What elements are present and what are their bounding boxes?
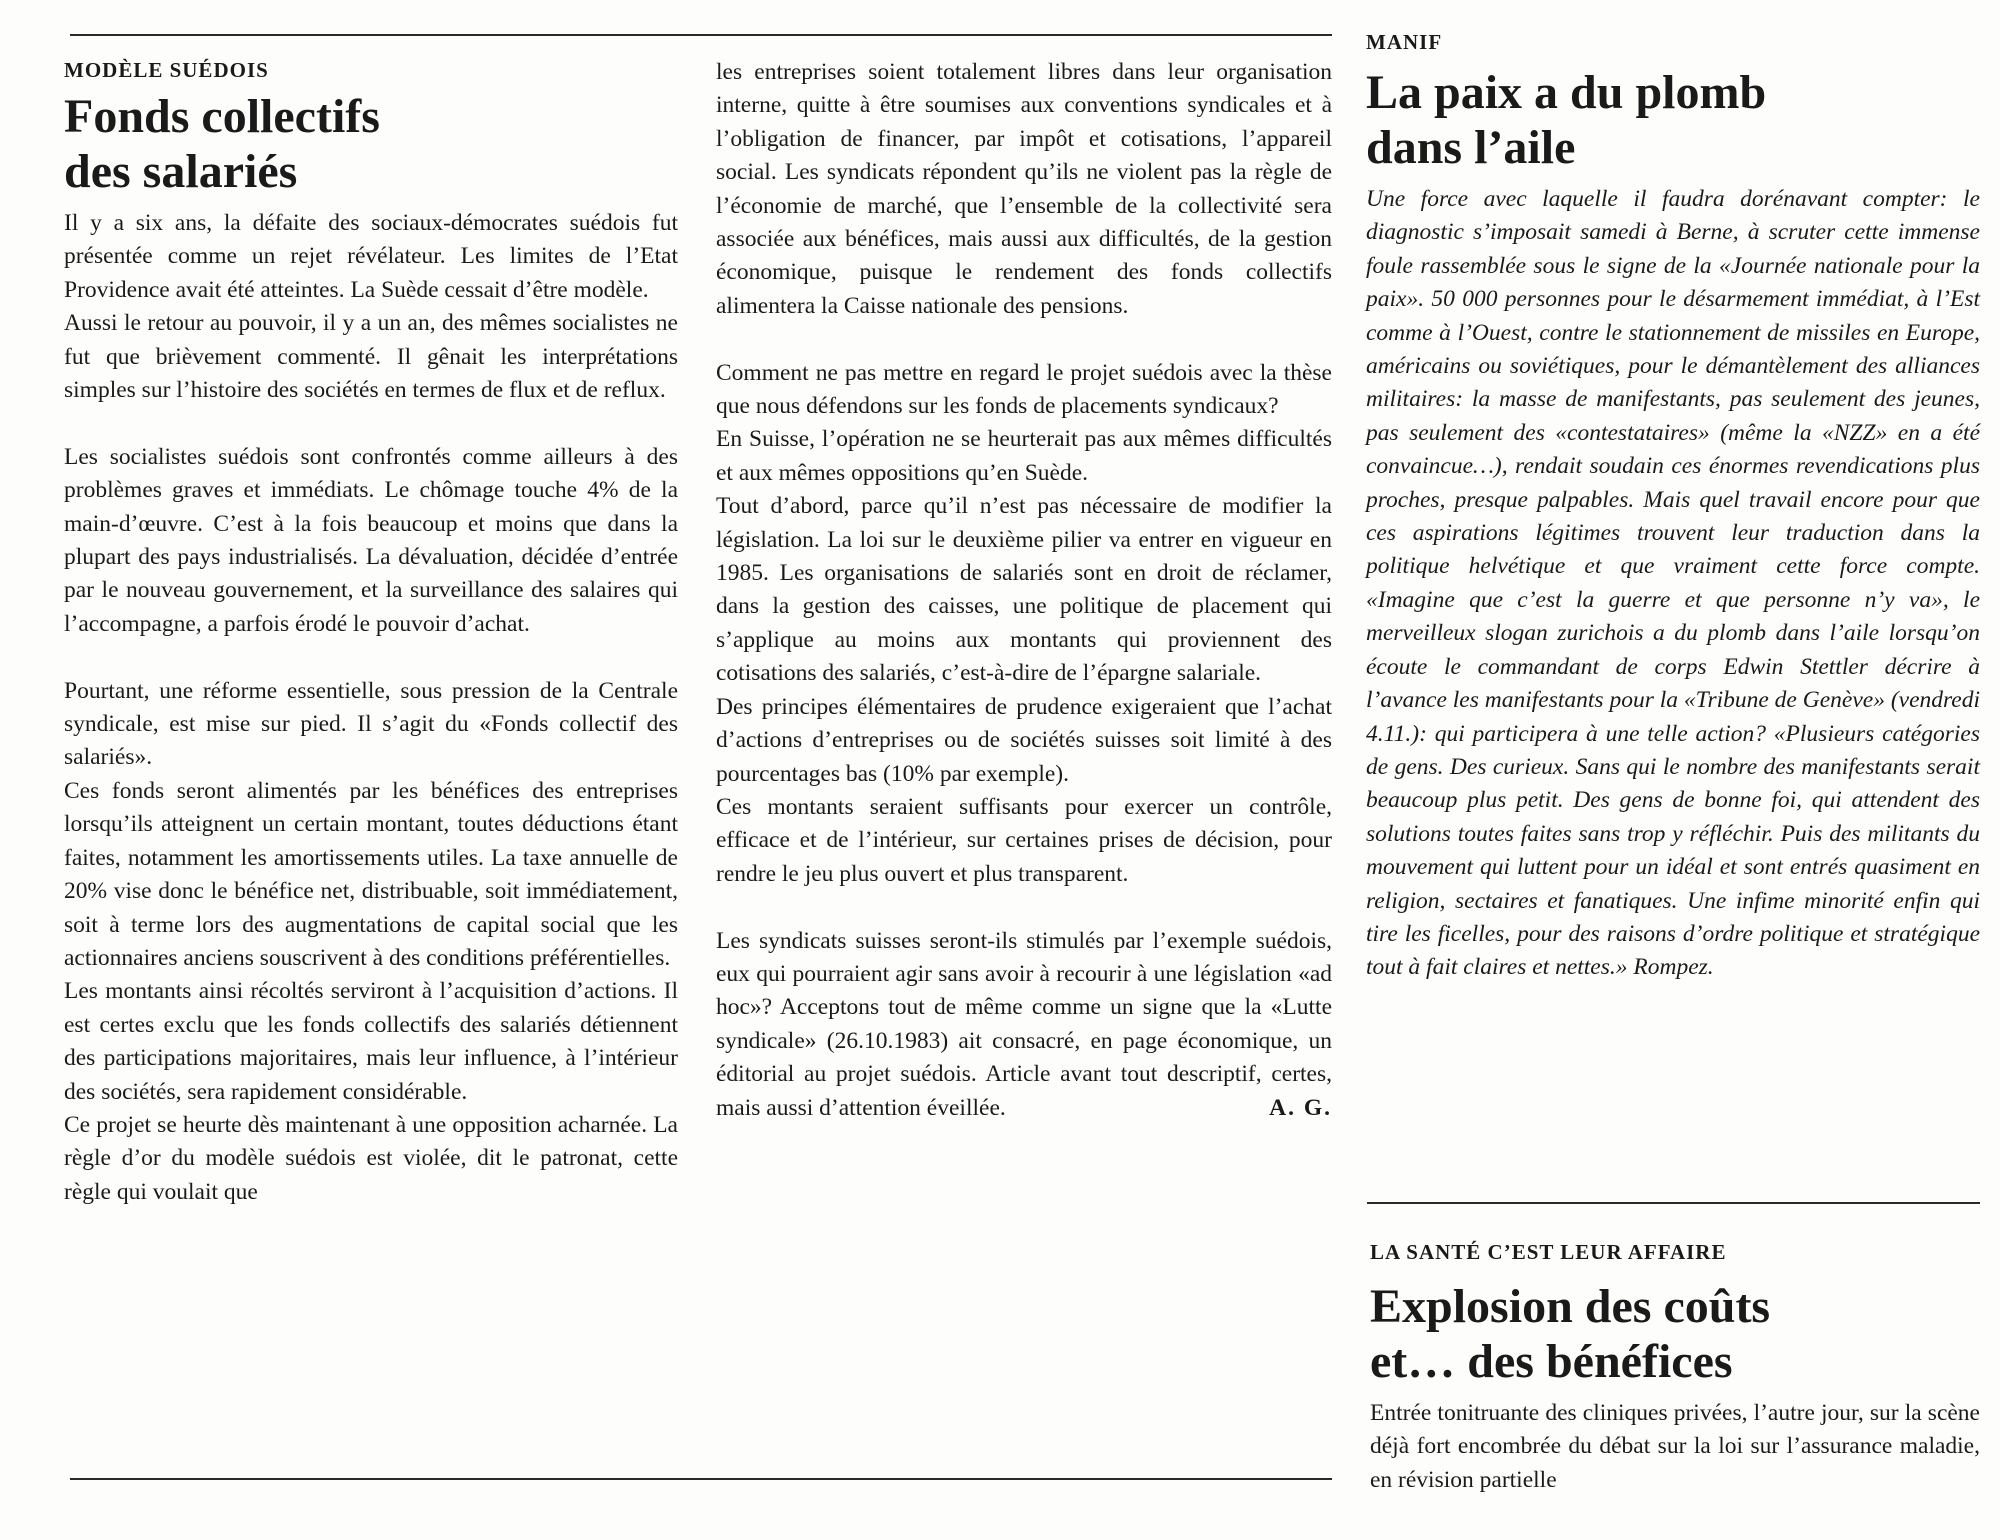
left-headline-line2: des salariés <box>64 145 298 198</box>
left-paragraph: Ces fonds seront alimentés par les bénéfices des entreprises lorsqu’ils atteignent un certain montant, toutes déductions étant faites, notamment les amortissements utiles. La taxe annuelle de 20% vise donc le bénéfice net, distribuable, soit immédiatement, soit à terme lors des augmentations de capital social que les actionnaires anciens souscrivent à des conditions préférentielles. <box>64 777 678 971</box>
right-bottom-headline-line1: Explosion des coûts <box>1370 1280 1771 1333</box>
left-kicker: MODÈLE SUÉDOIS <box>64 58 269 82</box>
middle-paragraph: En Suisse, l’opération ne se heurterait pas aux mêmes difficultés et aux mêmes oppositions qu’en Suède. <box>716 426 1332 486</box>
right-top-article <box>1366 30 1980 985</box>
left-headline-line1: Fonds collectifs <box>64 90 380 143</box>
middle-paragraph: Tout d’abord, parce qu’il n’est pas nécessaire de modifier la législation. La loi sur le deuxième pilier va entrer en vigueur en 1985. Les organisations de salariés sont en droit de réclamer, dans la gestion des caisses, une politique de placement qui s’applique au moins aux montants qui proviennent des cotisations des salariés, c’est-à-dire de l’épargne salariale. <box>716 493 1332 687</box>
left-paragraph: Il y a six ans, la défaite des sociaux-démocrates suédois fut présentée comme un rejet révélateur. Les limites de l’Etat Providence avait été atteintes. La Suède cessait d’être modèle. <box>64 210 678 303</box>
right-top-headline <box>1366 65 1980 175</box>
right-top-body: Une force avec laquelle il faudra dorénavant compter: le diagnostic s’imposait samedi à Berne, à scruter cette immense foule rassemblée sous le signe de la «Journée nationale pour la paix». 50 000 personnes pour le désarmement immédiat, à l’Est comme à l’Ouest, contre le stationnement de missiles en Europe, américains ou soviétiques, pour le démantèlement des alliances militaires: la masse de manifestants, pas seulement des jeunes, pas seulement des «contestataires» (même la «NZZ» en a été convaincue…), rendait soudain ces énormes revendications plus proches, presque palpables. Mais quel travail encore pour que ces aspirations légitimes trouvent leur traduction dans la politique helvétique et que vraiment cette force compte. «Imagine que c’est la guerre et que personne n’y va», le merveilleux slogan zurichois a du plomb dans l’aile lorsqu’on écoute le commandant de corps Edwin Stettler décrire à l’avance les manifestants pour la «Tribune de Genève» (vendredi 4.11.): qui participera à une telle action? «Plusieurs catégories de gens. Des curieux. Sans qui le nombre des manifestants serait beaucoup plus petit. Des gens de bonne foi, qui attendent des solutions toutes faites sans trop y réfléchir. Puis des militants du mouvement qui luttent pour un idéal et sont entrés quasiment en religion, sectaires et fanatiques. Une infime minorité enfin qui tire les ficelles, pour des raisons d’ordre politique et stratégique tout à fait claires et nettes.» Rompez. <box>1366 186 1980 981</box>
middle-paragraph: Comment ne pas mettre en regard le projet suédois avec la thèse que nous défendons sur les fonds de placements syndicaux? <box>716 359 1332 420</box>
middle-paragraph: Les syndicats suisses seront-ils stimulés par l’exemple suédois, eux qui pourraient agir sans avoir à recourir à une législation «ad hoc»? Acceptons tout de même comme un signe que la «Lutte syndicale» (26.10.1983) ait consacré, en page économique, un éditorial au projet suédois. Article avant tout descriptif, certes, mais aussi d’attention éveillée. <box>716 927 1332 1121</box>
left-paragraph: Ce projet se heurte dès maintenant à une opposition acharnée. La règle d’or du modèle suédois est violée, dit le patronat, cette règle qui voulait que <box>64 1111 678 1205</box>
left-headline <box>64 89 678 199</box>
left-paragraph: Les montants ainsi récoltés serviront à l’acquisition d’actions. Il est certes exclu que les fonds collectifs des salariés détiennent des participations majoritaires, mais leur influence, à l’intérieur des sociétés, sera rapidement considérable. <box>64 978 678 1105</box>
signature: A. G. <box>1269 1094 1332 1121</box>
middle-paragraph: les entreprises soient totalement libres dans leur organisation interne, quitte à être soumises aux conventions syndicales et à l’obligation de financer, par impôt et cotisations, l’appareil social. Les syndicats répondent qu’ils ne violent pas la règle de l’économie de marché, que l’ensemble de la collectivité sera associée aux bénéfices, mais aussi aux difficultés, de la gestion économique, puisque le rendement des fonds collectifs alimentera la Caisse nationale des pensions. <box>716 59 1332 319</box>
right-bottom-headline-line2: et… des bénéfices <box>1370 1335 1733 1388</box>
left-paragraph: Aussi le retour au pouvoir, il y a un an, des mêmes socialistes ne fut que brièvement commenté. Il gênait les interprétations simples sur l’histoire des sociétés en termes de flux et de reflux. <box>64 310 678 404</box>
middle-paragraph: Des principes élémentaires de prudence exigeraient que l’achat d’actions d’entreprises ou de sociétés suisses soit limité à des pourcentages bas (10% par exemple). <box>716 693 1332 787</box>
left-paragraph: Les socialistes suédois sont confrontés comme ailleurs à des problèmes graves et immédiats. Le chômage touche 4% de la main-d’œuvre. C’est à la fois beaucoup et moins que dans la plupart des pays industrialisés. La dévaluation, décidée d’entrée par le nouveau gouvernement, et la surveillance des salaires qui l’accompagne, a parfois érodé le pouvoir d’achat. <box>64 443 678 637</box>
top-rule <box>70 34 1332 36</box>
middle-column <box>716 56 1332 1125</box>
left-article <box>64 58 678 1209</box>
bottom-rule <box>70 1478 1332 1480</box>
right-bottom-body: Entrée tonitruante des cliniques privées, l’autre jour, sur la scène déjà fort encombrée du débat sur la loi sur l’assurance maladie, en révision partielle <box>1370 1400 1980 1493</box>
right-bottom-article <box>1370 1240 1980 1497</box>
right-top-headline-line1: La paix a du plomb <box>1366 66 1767 119</box>
right-top-headline-line2: dans l’aile <box>1366 121 1576 174</box>
left-paragraph: Pourtant, une réforme essentielle, sous pression de la Centrale syndicale, est mise sur pied. Il s’agit du «Fonds collectif des salariés». <box>64 677 678 771</box>
middle-paragraph: Ces montants seraient suffisants pour exercer un contrôle, efficace et de l’intérieur, sur certaines prises de décision, pour rendre le jeu plus ouvert et plus transparent. <box>716 793 1332 887</box>
right-top-kicker: MANIF <box>1366 30 1443 54</box>
right-bottom-kicker: LA SANTÉ C’EST LEUR AFFAIRE <box>1370 1240 1727 1264</box>
right-divider-rule <box>1367 1202 1980 1204</box>
right-bottom-headline <box>1370 1279 1980 1389</box>
